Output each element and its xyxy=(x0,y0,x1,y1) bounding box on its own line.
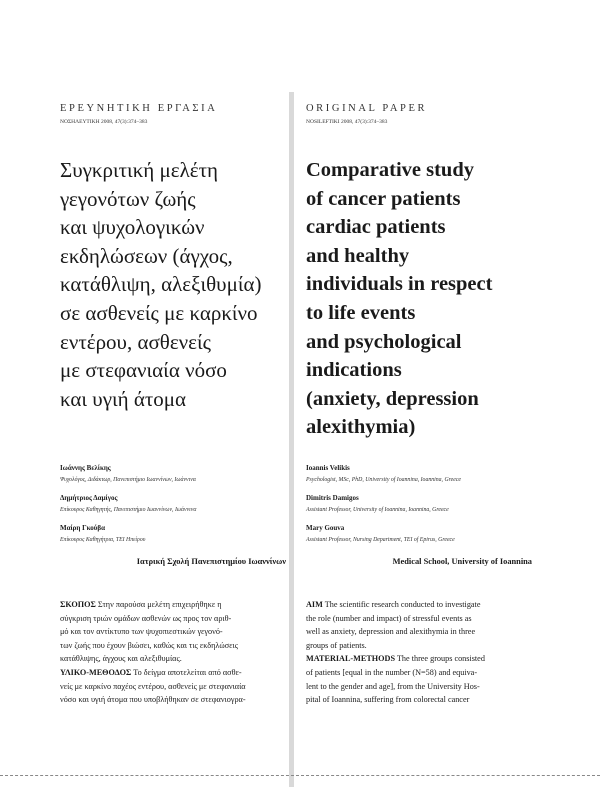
abstract-heading: ΣΚΟΠΟΣ xyxy=(60,600,96,609)
abstract-heading: AIM xyxy=(306,600,323,609)
journal-reference-english: NOSILEFTIKI 2008, 47(3):374–383 xyxy=(306,119,388,125)
abstract-text: σύγκριση τριών ομάδων ασθενών ως προς τον αριθ- xyxy=(60,613,232,623)
title-line: indications xyxy=(306,359,402,382)
abstract-text: the role (number and impact) of stressful events as xyxy=(306,613,472,623)
article-title-english xyxy=(306,156,492,442)
author-name: Ioannis Velikis xyxy=(306,464,350,472)
author-affiliation: Assistant Professor, University of Ioannina, Ioannina, Greece xyxy=(306,507,449,513)
abstract-text: lent to the gender and age], from the University Hos- xyxy=(306,681,480,691)
title-line: (anxiety, depression xyxy=(306,387,479,410)
author-affiliation: Επίκουρος Καθηγήτρια, ΤΕΙ Ηπείρου xyxy=(60,537,146,543)
title-line: και υγιή άτομα xyxy=(60,386,187,411)
title-line: individuals in respect xyxy=(306,273,493,296)
abstract-text: κατάθλιψης, άγχους και αλεξιθυμίας. xyxy=(60,654,182,664)
title-line: cardiac patients xyxy=(306,216,446,239)
abstract-heading: ΥΛΙΚΟ-ΜΕΘΟΔΟΣ xyxy=(60,667,132,677)
abstract-text: groups of patients. xyxy=(306,640,367,650)
title-line: σε ασθενείς με καρκίνο xyxy=(60,300,258,325)
title-line: to life events xyxy=(306,301,416,324)
author-affiliation: Psychologist, MSc, PhD, University of Ioannina, Ioannina, Greece xyxy=(306,477,461,483)
author-affiliation: Ψυχολόγος, Διδάκτωρ, Πανεπιστήμιο Ιωαννίνων, Ιωάννινα xyxy=(60,477,196,483)
title-line: με στεφανιαία νόσο xyxy=(60,358,227,383)
abstract-text: μό και τον αντίκτυπο των ψυχοπιεστικών γεγονό- xyxy=(60,627,223,637)
abstract-text: The three groups consisted xyxy=(396,654,485,664)
title-line: and psychological xyxy=(306,330,462,353)
page-bottom-rule xyxy=(0,775,600,776)
title-line: Comparative study xyxy=(306,159,474,181)
author-name: Μαίρη Γκούβα xyxy=(60,524,106,532)
title-line: κατάθλιψη, αλεξιθυμία) xyxy=(60,272,262,297)
author-affiliation: Assistant Professor, Nursing Department, TEI of Epirus, Greece xyxy=(306,537,455,543)
author-affiliation: Επίκουρος Καθηγητής, Πανεπιστήμιο Ιωαννίνων, Ιωάννινα xyxy=(60,507,197,513)
abstract-text: Στην παρούσα μελέτη επιχειρήθηκε η xyxy=(97,600,222,609)
title-line: και ψυχολογικών xyxy=(60,215,205,240)
title-line: εκδηλώσεων (άγχος, xyxy=(60,243,233,268)
section-label-english: ORIGINAL PAPER xyxy=(306,103,428,114)
abstract-text: The scientific research conducted to investigate xyxy=(324,600,481,609)
author-name: Δημήτριος Δαμίγος xyxy=(60,494,118,502)
abstract-text: Το δείγμα αποτελείται από ασθε- xyxy=(133,667,242,677)
author-name: Dimitris Damigos xyxy=(306,494,359,502)
abstract-text: των ζωής που έχουν βιώσει, καθώς και τις εκδηλώσεις xyxy=(60,640,239,650)
author-name: Ιωάννης Βελίκης xyxy=(60,464,111,472)
article-title-greek xyxy=(60,156,261,413)
section-label-greek: ΕΡΕΥΝΗΤΙΚΗ ΕΡΓΑΣΙΑ xyxy=(60,103,218,114)
title-line: of cancer patients xyxy=(306,187,461,210)
institution: Ιατρική Σχολή Πανεπιστημίου Ιωαννίνων xyxy=(136,557,286,566)
abstract-heading: MATERIAL-METHODS xyxy=(306,654,396,664)
journal-reference-greek: ΝΟΣΗΛΕΥΤΙΚΗ 2008, 47(3):374–383 xyxy=(60,119,148,125)
title-line: γεγονότων ζωής xyxy=(60,186,196,211)
author-name: Mary Gouva xyxy=(306,524,345,532)
column-divider xyxy=(289,92,294,787)
abstract-english xyxy=(306,598,532,707)
title-line: and healthy xyxy=(306,244,410,267)
abstract-text: νείς με καρκίνο παχέος εντέρου, ασθενείς με στεφανιαία xyxy=(60,681,246,691)
title-line: εντέρου, ασθενείς xyxy=(60,329,211,354)
abstract-text: of patients [equal in the number (N=58) and equiva- xyxy=(306,667,478,677)
title-line: alexithymia) xyxy=(306,416,416,439)
abstract-text: well as anxiety, depression and alexithymia in three xyxy=(306,627,476,637)
abstract-text: νόσο και υγιή άτομα που υποβλήθηκαν σε στεφανιογρα- xyxy=(60,695,246,705)
abstract-text: pital of Ioannina, suffering from colorectal cancer xyxy=(306,695,470,705)
abstract-greek xyxy=(60,598,286,707)
title-line: Συγκριτική μελέτη xyxy=(60,158,219,182)
institution: Medical School, University of Ioannina xyxy=(392,557,532,566)
